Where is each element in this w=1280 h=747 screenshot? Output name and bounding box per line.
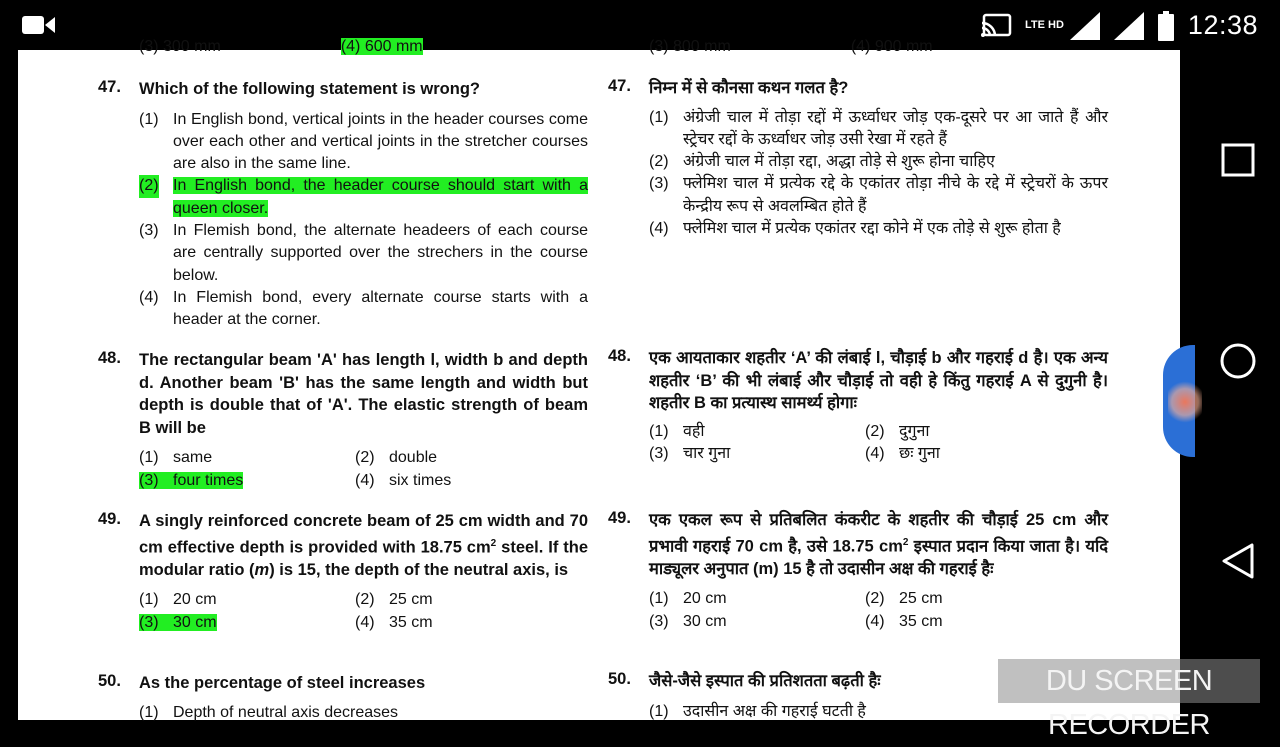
option-1: (1) वही	[649, 422, 705, 440]
option-3: (3) In Flemish bond, the alternate headeers of each course are centrally supported over the strechers in the course below.	[139, 221, 588, 284]
option-2: (2) दुगुना	[865, 422, 930, 440]
question-47-en	[98, 78, 588, 331]
option-1: (1) same	[139, 449, 213, 466]
question-text: A singly reinforced concrete beam of 25 cm width and 70 cm effective depth is provided with 18.75 $cm^2$ steel. If the modular ratio (m) is 15, the depth of the neutral axis, is	[139, 512, 588, 579]
question-number: 48.	[98, 349, 121, 367]
option-2: (2) अंग्रेजी चाल में तोड़ा रद्दा, अद्धा तोड़े से शुरू होना चाहिए	[649, 153, 995, 171]
screen-recorder-watermark: DU SCREEN RECORDER	[998, 659, 1260, 703]
option-2: (2) 25 cm	[865, 590, 943, 607]
status-left	[22, 14, 56, 41]
signal-icon-2	[1114, 12, 1144, 40]
option-2: (2) double	[355, 449, 438, 466]
question-number: 47.	[98, 78, 121, 96]
option-2-answer: (2) In English bond, the header course should start with a queen closer.	[139, 177, 588, 217]
question-number: 49.	[608, 509, 631, 527]
question-number: 49.	[98, 510, 121, 528]
option-3-answer: (3) 30 cm	[139, 613, 217, 631]
options-grid	[139, 447, 588, 492]
option-4: (4) फ्लेमिश चाल में प्रत्येक एकांतर रद्दा कोने में एक तोड़े से शुरू होता है	[649, 219, 1061, 237]
option-1: (1) Depth of neutral axis decreases	[139, 703, 399, 721]
options-grid	[649, 588, 1108, 633]
navigation-bar	[1195, 50, 1280, 720]
status-right	[981, 10, 1258, 41]
question-text: जैसे-जैसे इस्पात की प्रतिशतता बढ़ती हैः	[649, 672, 881, 690]
option-4: (4) 35 cm	[865, 612, 943, 630]
option-3: (3) चार गुना	[649, 445, 731, 462]
question-number: 50.	[608, 670, 631, 688]
cutoff-previous-row: (3) 800 mm (4) 900 mm	[649, 38, 933, 55]
video-camera-icon	[22, 14, 56, 36]
recorder-bubble-dot[interactable]	[1168, 378, 1202, 426]
option-1: (1) अंग्रेजी चाल में तोड़ा रद्दों में ऊर्ध्वाधर जोड़ एक-दूसरे पर आ जाते हैं और स्ट्रेचर रद्दों के ऊर्ध्वाधर जोड़ उसी रेखा में रहते हैं	[649, 108, 1108, 148]
question-number: 50.	[98, 672, 121, 690]
option-4: (4) छः गुना	[865, 445, 940, 462]
options-grid	[139, 589, 588, 634]
question-text: Which of the following statement is wrong?	[139, 80, 480, 98]
document-page[interactable]	[18, 38, 1180, 721]
network-type-label: LTE HD	[1025, 19, 1064, 31]
question-text: निम्न में से कौनसा कथन गलत है?	[649, 79, 849, 97]
question-49-hi	[608, 509, 1108, 633]
option-1: (1) In English bond, vertical joints in the header courses come over each other and vertical joints in the stretcher courses are also in the same line.	[139, 110, 588, 173]
home-button-icon[interactable]	[1219, 342, 1257, 380]
option-3: (3) 30 cm	[649, 612, 727, 630]
question-47-hi	[608, 77, 1108, 240]
question-48-hi	[608, 347, 1108, 466]
question-text: As the percentage of steel increases	[139, 674, 426, 692]
clock: 12:38	[1187, 10, 1258, 40]
question-48-en	[98, 349, 588, 492]
option-3: (3) फ्लेमिश चाल में प्रत्येक रद्दे के एकांतर तोड़ा नीचे के रद्दे में स्ट्रेचरों के ऊपर केन्द्रीय रूप से अवलम्बित होते हैं	[649, 175, 1108, 215]
signal-icon	[1070, 12, 1100, 40]
options-grid	[649, 421, 1108, 466]
option-2: (2) 25 cm	[355, 591, 433, 608]
option-1: (1) 20 cm	[139, 591, 217, 608]
question-number: 47.	[608, 77, 631, 95]
option-4: (4) six times	[355, 471, 452, 489]
question-text: एक एकल रूप से प्रतिबलित कंकरीट के शहतीर की चौड़ाई 25 cm और प्रभावी गहराई 70 cm है, उसे 18.75 $cm^2$ इस्पात प्रदान किया जाता है। यदि माड्यूलर अनुपात (m) 15 है तो उदासीन अक्ष की गहराई हैः	[649, 511, 1108, 578]
option-3-answer: (3) four times	[139, 471, 244, 489]
option-4: (4) 35 cm	[355, 613, 433, 631]
option-1: (1) उदासीन अक्ष की गहराई घटती है	[649, 702, 866, 720]
back-button-icon[interactable]	[1221, 543, 1255, 579]
recents-button-icon[interactable]	[1221, 143, 1255, 177]
option-4: (4) In Flemish bond, every alternate course starts with a header at the corner.	[139, 288, 588, 329]
question-text: एक आयताकार शहतीर ‘A’ की लंबाई l, चौड़ाई b और गहराई d है। एक अन्य शहतीर ‘B’ की भी लंबाई और चौड़ाई तो वही हे किंतु गहराई A से दुगुनी है। शहतीर B का प्रत्यास्थ सामर्थ्य होगाः	[649, 349, 1108, 412]
cutoff-previous-row: (3) 300 mm (4) 600 mm	[139, 38, 423, 55]
question-text: The rectangular beam 'A' has length l, width b and depth d. Another beam 'B' has the same length and width but depth is double that of 'A'. The elastic strength of beam B will be	[139, 351, 588, 437]
cast-icon	[981, 14, 1011, 38]
question-49-en	[98, 510, 588, 634]
question-50-en	[98, 672, 588, 724]
question-number: 48.	[608, 347, 631, 365]
option-1: (1) 20 cm	[649, 590, 727, 607]
battery-icon	[1158, 11, 1174, 41]
